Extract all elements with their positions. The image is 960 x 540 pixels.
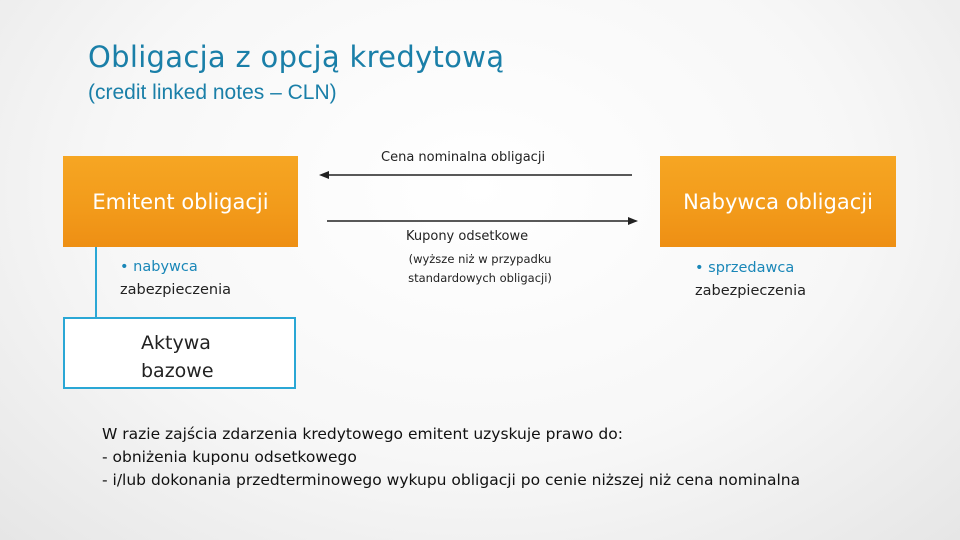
issuer-role [120, 256, 300, 302]
note-line2: - obniżenia kuponu odsetkowego [102, 448, 357, 466]
issuer-label: Emitent obligacji [92, 189, 269, 214]
buyer-role [695, 257, 875, 303]
asset-label-line1: Aktywa [141, 332, 211, 354]
issuer-role-rest: zabezpieczenia [120, 282, 231, 298]
coupons-flow-label: Kupony odsetkowe [406, 229, 529, 244]
coupons-note-line1: (wyższe niż w przypadku [408, 252, 552, 266]
asset-label-line2: bazowe [141, 360, 214, 382]
buyer-role-rest: zabezpieczenia [695, 283, 806, 299]
coupons-note [380, 250, 580, 288]
buyer-label: Nabywca obligacji [683, 189, 873, 214]
buyer-node [660, 156, 896, 247]
price-flow-label: Cena nominalna obligacji [381, 150, 546, 165]
slide-title: Obligacja z opcją kredytową [88, 40, 505, 74]
slide-subtitle: (credit linked notes – CLN) [88, 81, 337, 104]
underlying-asset-node [63, 317, 296, 389]
issuer-role-bullet: • nabywca [120, 259, 198, 275]
issuer-node [63, 156, 298, 247]
issuer-asset-connector [95, 247, 97, 317]
note-line1: W razie zajścia zdarzenia kredytowego emitent uzyskuje prawo do: [102, 425, 623, 443]
note-line3: - i/lub dokonania przedterminowego wykupu obligacji po cenie niższej niż cena nominalna [102, 471, 801, 489]
arrow-price [319, 171, 632, 179]
credit-event-note [102, 423, 800, 492]
buyer-role-bullet: • sprzedawca [695, 260, 795, 276]
arrow-coupons [327, 217, 638, 225]
coupons-note-line2: standardowych obligacji) [408, 271, 552, 285]
